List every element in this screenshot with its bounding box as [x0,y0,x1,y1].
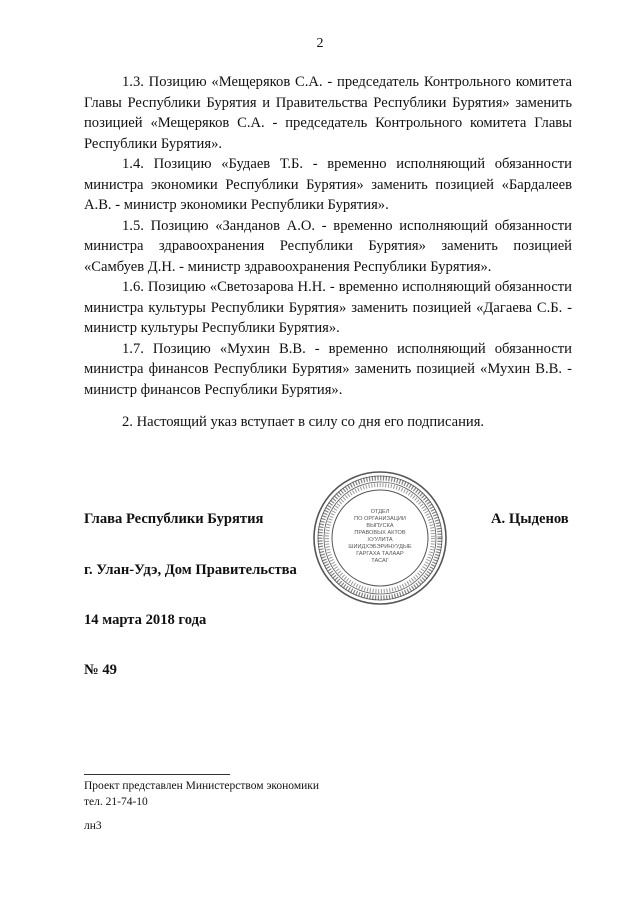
signing-place: г. Улан-Удэ, Дом Правительства [84,562,297,578]
signing-date: 14 марта 2018 года [84,612,207,628]
page-number: 2 [316,36,324,51]
amendments-list [84,72,572,400]
seal-line: ГАРГАХА ТАЛААР [356,551,404,557]
document-code: лн3 [84,820,102,832]
signatory-title: Глава Республики Бурятия [84,511,264,527]
paragraph-1-4: 1.4. Позицию «Будаев Т.Б. - временно исполняющий обязанности министра экономики Республики Бурятия» заменить позицией «Бардалеев А.В. - министр экономики Республики Бурятия». [84,156,572,213]
project-note: Проект представлен Министерством экономики [84,780,320,792]
paragraph-1-6: 1.6. Позицию «Светозарова Н.Н. - временно исполняющий обязанности министра культуры Республики Бурятия» заменить позицией «Дагаева С.Б. - министр культуры Республики Бурятия». [84,279,572,336]
seal-line: ПРАВОВЫХ АКТОВ [354,530,406,536]
seal-line: ХУУЛИТА [367,537,393,543]
seal-line: ТАСАГ [371,558,389,564]
contact-phone: тел. 21-74-10 [84,796,148,808]
seal-line: ОТДЕЛ [370,509,390,515]
signatory-name: А. Цыденов [491,511,569,527]
seal-line: ШИИДХЭБЭРИНУУДЫЕ [348,544,412,550]
paragraph-2: 2. Настоящий указ вступает в силу со дня его подписания. [122,414,485,430]
decree-number: № 49 [84,662,117,678]
paragraph-1-3: 1.3. Позицию «Мещеряков С.А. - председатель Контрольного комитета Главы Республики Бурятия и Правительства Республики Бурятия» заменить позицией «Мещеряков С.А. - председатель Контрольного комитета Главы Республики Бурятия». [84,74,572,152]
paragraph-1-7: 1.7. Позицию «Мухин В.В. - временно исполняющий обязанности министра финансов Республики Бурятия» заменить позицией «Мухин В.В. - министр финансов Республики Бурятия». [84,340,572,398]
seal-line: ПО ОРГАНИЗАЦИИ [354,516,406,522]
paragraph-1-5: 1.5. Позицию «Занданов А.О. - временно исполняющий обязанности министра здравоохранения Республики Бурятия» заменить позицией «Самбуев Д.Н. - министр здравоохранения Республики Бурятия». [84,217,572,275]
official-seal [312,470,448,606]
seal-line: ВЫПУСКА [366,523,394,529]
footer-divider [84,774,230,775]
